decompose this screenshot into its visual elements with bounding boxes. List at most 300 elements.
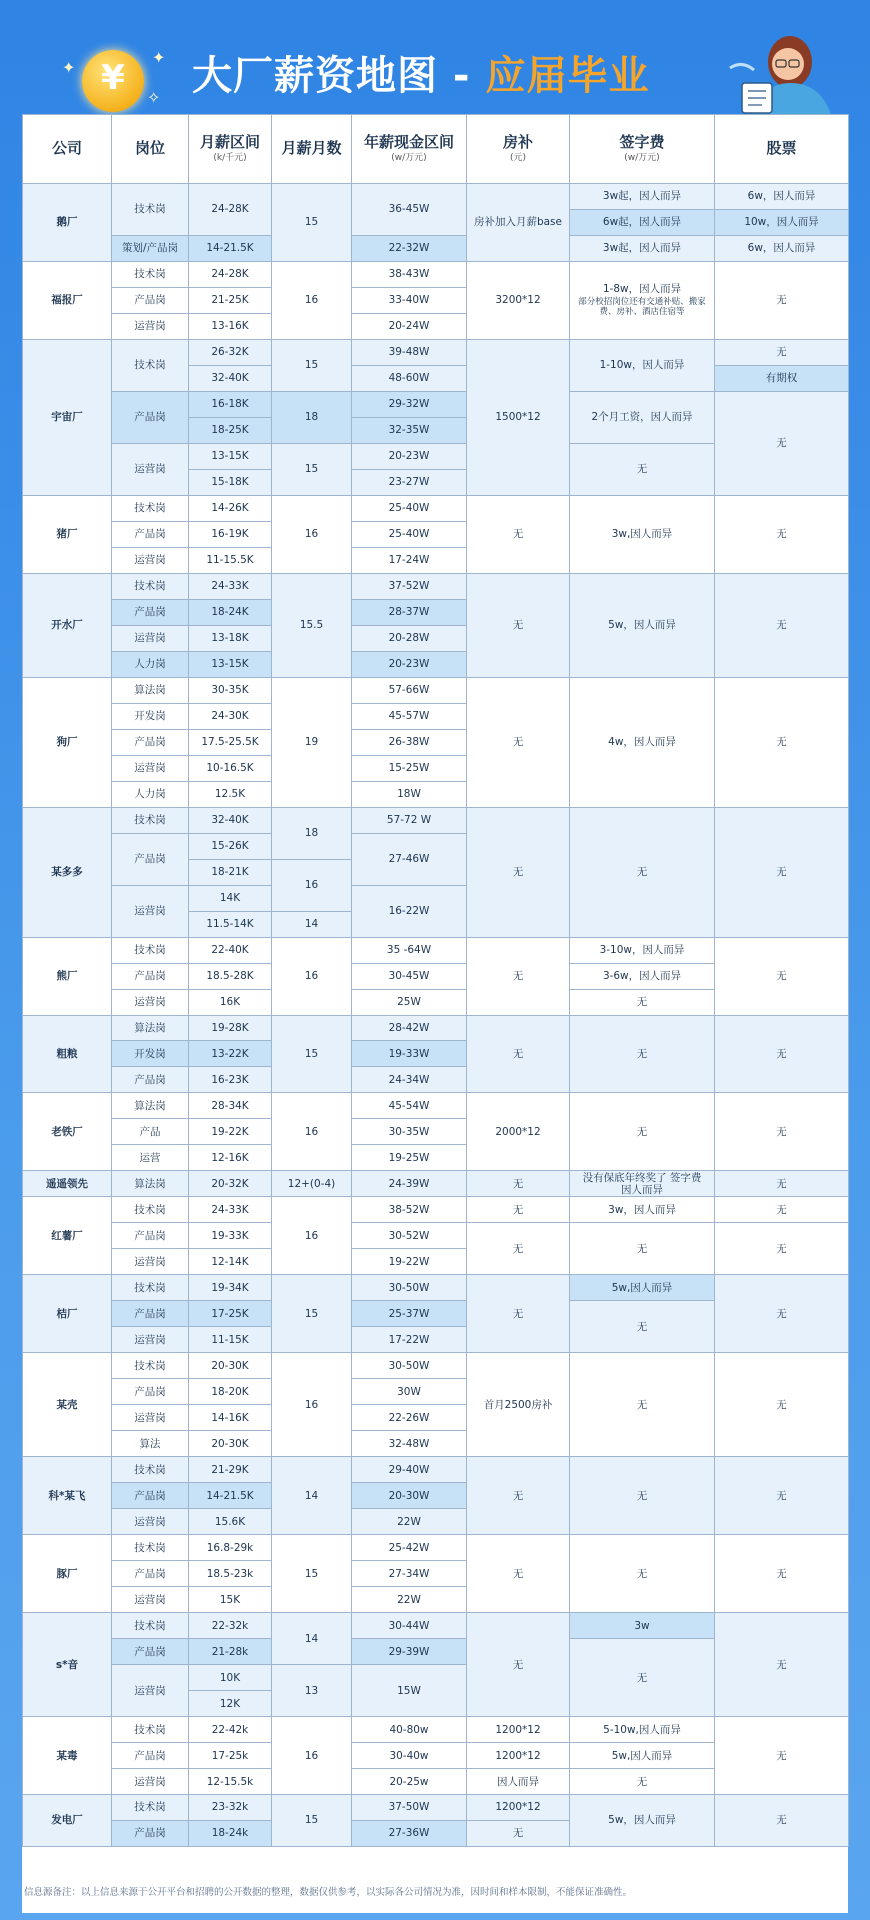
column-header: 公司: [23, 115, 112, 184]
housing-cell: 首月2500房补: [467, 1353, 570, 1457]
stock-cell: 无: [715, 1171, 849, 1197]
annual-cell: 32-35W: [352, 417, 467, 443]
annual-cell: 22-32W: [352, 235, 467, 261]
months-cell: 16: [272, 495, 352, 573]
salary-table: [22, 114, 849, 1847]
position-cell: 运营岗: [112, 547, 189, 573]
table-row: [23, 261, 849, 287]
signing-cell: 5w，因人而异: [570, 573, 715, 677]
months-cell: 15.5: [272, 573, 352, 677]
table-header-row: [23, 115, 849, 184]
signing-cell: 无: [570, 1301, 715, 1353]
monthly-cell: 30-35K: [189, 677, 272, 703]
position-cell: 技术岗: [112, 495, 189, 521]
stock-cell: 无: [715, 1353, 849, 1457]
annual-cell: 28-37W: [352, 599, 467, 625]
monthly-cell: 15-26K: [189, 833, 272, 859]
annual-cell: 38-43W: [352, 261, 467, 287]
monthly-cell: 21-28k: [189, 1639, 272, 1665]
stock-cell: 无: [715, 339, 849, 365]
position-cell: 产品岗: [112, 599, 189, 625]
monthly-cell: 14-16K: [189, 1405, 272, 1431]
salary-table-container: [22, 114, 848, 1913]
signing-cell: 无: [570, 1639, 715, 1717]
monthly-cell: 24-30K: [189, 703, 272, 729]
annual-cell: 38-52W: [352, 1197, 467, 1223]
monthly-cell: 15K: [189, 1587, 272, 1613]
annual-cell: 25-40W: [352, 495, 467, 521]
position-cell: 产品岗: [112, 1223, 189, 1249]
monthly-cell: 21-29K: [189, 1457, 272, 1483]
monthly-cell: 32-40K: [189, 807, 272, 833]
position-cell: 运营岗: [112, 755, 189, 781]
annual-cell: 15W: [352, 1665, 467, 1717]
signing-cell: 3w,因人而异: [570, 495, 715, 573]
signing-cell: 无: [570, 1015, 715, 1093]
monthly-cell: 18.5-28K: [189, 963, 272, 989]
monthly-cell: 24-33K: [189, 573, 272, 599]
table-row: [23, 1717, 849, 1743]
sparkle-icon: ✦: [152, 48, 166, 67]
position-cell: 产品岗: [112, 729, 189, 755]
annual-cell: 57-72 W: [352, 807, 467, 833]
table-row: [23, 339, 849, 365]
position-cell: 运营岗: [112, 885, 189, 937]
column-header: 年薪现金区间 (w/万元): [352, 115, 467, 184]
housing-cell: 1200*12: [467, 1717, 570, 1743]
monthly-cell: 10-16.5K: [189, 755, 272, 781]
annual-cell: 37-52W: [352, 573, 467, 599]
annual-cell: 57-66W: [352, 677, 467, 703]
annual-cell: 22W: [352, 1509, 467, 1535]
annual-cell: 20-28W: [352, 625, 467, 651]
months-cell: 16: [272, 859, 352, 911]
coin-symbol: ¥: [101, 58, 125, 98]
monthly-cell: 10K: [189, 1665, 272, 1691]
months-cell: 19: [272, 677, 352, 807]
months-cell: 16: [272, 1197, 352, 1275]
position-cell: 技术岗: [112, 937, 189, 963]
position-cell: 运营岗: [112, 1509, 189, 1535]
monthly-cell: 16-18K: [189, 391, 272, 417]
monthly-cell: 11-15K: [189, 1327, 272, 1353]
company-cell: 某多多: [23, 807, 112, 937]
monthly-cell: 12-15.5k: [189, 1769, 272, 1795]
months-cell: 18: [272, 391, 352, 443]
position-cell: 产品岗: [112, 1561, 189, 1587]
signing-cell: 无: [570, 443, 715, 495]
months-cell: 15: [272, 1795, 352, 1847]
column-header: 股票: [715, 115, 849, 184]
annual-cell: 29-40W: [352, 1457, 467, 1483]
stock-cell: 无: [715, 1457, 849, 1535]
housing-cell: 因人而异: [467, 1769, 570, 1795]
signing-cell: 3w: [570, 1613, 715, 1639]
housing-cell: 1500*12: [467, 339, 570, 495]
position-cell: 开发岗: [112, 1041, 189, 1067]
company-cell: 遥遥领先: [23, 1171, 112, 1197]
housing-cell: 无: [467, 1821, 570, 1847]
position-cell: 运营: [112, 1145, 189, 1171]
stock-cell: 无: [715, 261, 849, 339]
months-cell: 13: [272, 1665, 352, 1717]
table-row: [23, 495, 849, 521]
position-cell: 技术岗: [112, 1613, 189, 1639]
company-cell: 宇宙厂: [23, 339, 112, 495]
annual-cell: 30W: [352, 1379, 467, 1405]
housing-cell: 2000*12: [467, 1093, 570, 1171]
annual-cell: 24-39W: [352, 1171, 467, 1197]
signing-cell: 3w起，因人而异: [570, 184, 715, 210]
months-cell: 16: [272, 937, 352, 1015]
table-row: [23, 1275, 849, 1301]
stock-cell: 无: [715, 573, 849, 677]
position-cell: 技术岗: [112, 184, 189, 236]
monthly-cell: 13-15K: [189, 443, 272, 469]
annual-cell: 25-37W: [352, 1301, 467, 1327]
months-cell: 14: [272, 1457, 352, 1535]
annual-cell: 30-44W: [352, 1613, 467, 1639]
monthly-cell: 14-26K: [189, 495, 272, 521]
position-cell: 技术岗: [112, 1197, 189, 1223]
housing-cell: 无: [467, 573, 570, 677]
monthly-cell: 13-15K: [189, 651, 272, 677]
housing-cell: 3200*12: [467, 261, 570, 339]
monthly-cell: 19-28K: [189, 1015, 272, 1041]
monthly-cell: 12-16K: [189, 1145, 272, 1171]
stock-cell: 无: [715, 1015, 849, 1093]
column-header: 月薪区间 (k/千元): [189, 115, 272, 184]
monthly-cell: 26-32K: [189, 339, 272, 365]
stock-cell: 无: [715, 495, 849, 573]
monthly-cell: 12K: [189, 1691, 272, 1717]
woman-illustration-icon: [722, 28, 842, 118]
annual-cell: 30-40w: [352, 1743, 467, 1769]
stock-cell: 6w，因人而异: [715, 235, 849, 261]
stock-cell: 无: [715, 391, 849, 495]
signing-cell: 无: [570, 1353, 715, 1457]
table-row: [23, 807, 849, 833]
position-cell: 运营岗: [112, 989, 189, 1015]
signing-cell: 4w，因人而异: [570, 677, 715, 807]
housing-cell: 房补加入月薪base: [467, 184, 570, 262]
annual-cell: 33-40W: [352, 287, 467, 313]
monthly-cell: 18-24k: [189, 1821, 272, 1847]
months-cell: 15: [272, 1275, 352, 1353]
signing-cell: 5w,因人而异: [570, 1275, 715, 1301]
annual-cell: 29-32W: [352, 391, 467, 417]
monthly-cell: 12-14K: [189, 1249, 272, 1275]
annual-cell: 22W: [352, 1587, 467, 1613]
signing-cell: 无: [570, 1769, 715, 1795]
table-row: [23, 1457, 849, 1483]
signing-cell: 3w起，因人而异: [570, 235, 715, 261]
annual-cell: 39-48W: [352, 339, 467, 365]
months-cell: 12+(0-4): [272, 1171, 352, 1197]
monthly-cell: 19-34K: [189, 1275, 272, 1301]
signing-cell: 6w起，因人而异: [570, 209, 715, 235]
signing-cell: 5w，因人而异: [570, 1795, 715, 1847]
table-row: [23, 1353, 849, 1379]
annual-cell: 45-54W: [352, 1093, 467, 1119]
months-cell: 16: [272, 1093, 352, 1171]
position-cell: 人力岗: [112, 651, 189, 677]
signing-cell: 3w，因人而异: [570, 1197, 715, 1223]
stock-cell: 无: [715, 1093, 849, 1171]
table-row: [23, 1535, 849, 1561]
page-title: [192, 44, 649, 101]
stock-cell: 无: [715, 1223, 849, 1275]
annual-cell: 19-25W: [352, 1145, 467, 1171]
annual-cell: 30-52W: [352, 1223, 467, 1249]
signing-cell: 1-10w，因人而异: [570, 339, 715, 391]
table-row: [23, 1613, 849, 1639]
annual-cell: 27-36W: [352, 1821, 467, 1847]
stock-cell: 无: [715, 807, 849, 937]
housing-cell: 无: [467, 1457, 570, 1535]
annual-cell: 20-23W: [352, 651, 467, 677]
annual-cell: 37-50W: [352, 1795, 467, 1821]
signing-cell: 无: [570, 1093, 715, 1171]
position-cell: 产品岗: [112, 1483, 189, 1509]
annual-cell: 26-38W: [352, 729, 467, 755]
yuan-coin-icon: [82, 50, 144, 112]
monthly-cell: 16K: [189, 989, 272, 1015]
monthly-cell: 12.5K: [189, 781, 272, 807]
monthly-cell: 22-32k: [189, 1613, 272, 1639]
housing-cell: 无: [467, 1015, 570, 1093]
signing-cell: 5w,因人而异: [570, 1743, 715, 1769]
monthly-cell: 24-28K: [189, 184, 272, 236]
sparkle-icon: ✦: [62, 58, 76, 77]
position-cell: 产品岗: [112, 521, 189, 547]
annual-cell: 30-45W: [352, 963, 467, 989]
annual-cell: 16-22W: [352, 885, 467, 937]
table-row: [23, 1223, 849, 1249]
housing-cell: 无: [467, 1171, 570, 1197]
title-main: 大厂薪资地图 -: [192, 53, 486, 99]
title-highlight: 应届毕业: [485, 53, 650, 99]
months-cell: 15: [272, 443, 352, 495]
months-cell: 15: [272, 184, 352, 262]
housing-cell: 无: [467, 1223, 570, 1275]
position-cell: 运营岗: [112, 1769, 189, 1795]
position-cell: 算法: [112, 1431, 189, 1457]
position-cell: 技术岗: [112, 261, 189, 287]
company-cell: 福报厂: [23, 261, 112, 339]
company-cell: 开水厂: [23, 573, 112, 677]
position-cell: 产品: [112, 1119, 189, 1145]
company-cell: 科*某飞: [23, 1457, 112, 1535]
months-cell: 18: [272, 807, 352, 859]
signing-cell: 无: [570, 1535, 715, 1613]
annual-cell: 28-42W: [352, 1015, 467, 1041]
annual-cell: 20-24W: [352, 313, 467, 339]
months-cell: 15: [272, 339, 352, 391]
signing-cell: 无: [570, 1457, 715, 1535]
monthly-cell: 24-33K: [189, 1197, 272, 1223]
company-cell: s*音: [23, 1613, 112, 1717]
months-cell: 14: [272, 911, 352, 937]
months-cell: 14: [272, 1613, 352, 1665]
position-cell: 技术岗: [112, 1535, 189, 1561]
position-cell: 人力岗: [112, 781, 189, 807]
signing-cell: 无: [570, 989, 715, 1015]
position-cell: 运营岗: [112, 1405, 189, 1431]
position-cell: 产品岗: [112, 1743, 189, 1769]
position-cell: 运营岗: [112, 1249, 189, 1275]
monthly-cell: 16.8-29k: [189, 1535, 272, 1561]
annual-cell: 36-45W: [352, 184, 467, 236]
annual-cell: 35 -64W: [352, 937, 467, 963]
stock-cell: 无: [715, 677, 849, 807]
table-row: [23, 235, 849, 261]
company-cell: 某壳: [23, 1353, 112, 1457]
annual-cell: 19-33W: [352, 1041, 467, 1067]
company-cell: 狗厂: [23, 677, 112, 807]
position-cell: 技术岗: [112, 339, 189, 391]
annual-cell: 19-22W: [352, 1249, 467, 1275]
position-cell: 技术岗: [112, 1457, 189, 1483]
position-cell: 算法岗: [112, 677, 189, 703]
company-cell: 粗粮: [23, 1015, 112, 1093]
table-row: [23, 1171, 849, 1197]
table-row: [23, 573, 849, 599]
company-cell: 鹅厂: [23, 184, 112, 262]
company-cell: 某毒: [23, 1717, 112, 1795]
column-header: 房补 (元): [467, 115, 570, 184]
company-cell: 红薯厂: [23, 1197, 112, 1275]
header-banner: [22, 28, 848, 114]
position-cell: 运营岗: [112, 313, 189, 339]
column-header: 月薪月数: [272, 115, 352, 184]
monthly-cell: 18-24K: [189, 599, 272, 625]
table-row: [23, 1795, 849, 1821]
annual-cell: 15-25W: [352, 755, 467, 781]
position-cell: 运营岗: [112, 1587, 189, 1613]
monthly-cell: 20-32K: [189, 1171, 272, 1197]
position-cell: 产品岗: [112, 963, 189, 989]
position-cell: 产品岗: [112, 1301, 189, 1327]
monthly-cell: 14-21.5K: [189, 235, 272, 261]
monthly-cell: 32-40K: [189, 365, 272, 391]
housing-cell: 无: [467, 807, 570, 937]
table-row: [23, 1015, 849, 1041]
monthly-cell: 19-22K: [189, 1119, 272, 1145]
annual-cell: 32-48W: [352, 1431, 467, 1457]
stock-cell: 无: [715, 1613, 849, 1717]
monthly-cell: 18.5-23k: [189, 1561, 272, 1587]
position-cell: 技术岗: [112, 1275, 189, 1301]
signing-cell: 2个月工资，因人而异: [570, 391, 715, 443]
stock-cell: 无: [715, 1795, 849, 1847]
position-cell: 技术岗: [112, 1717, 189, 1743]
position-cell: 产品岗: [112, 391, 189, 443]
monthly-cell: 22-40K: [189, 937, 272, 963]
annual-cell: 18W: [352, 781, 467, 807]
housing-cell: 无: [467, 1197, 570, 1223]
housing-cell: 无: [467, 495, 570, 573]
position-cell: 产品岗: [112, 1067, 189, 1093]
monthly-cell: 19-33K: [189, 1223, 272, 1249]
stock-cell: 6w，因人而异: [715, 184, 849, 210]
monthly-cell: 17.5-25.5K: [189, 729, 272, 755]
monthly-cell: 24-28K: [189, 261, 272, 287]
monthly-cell: 17-25k: [189, 1743, 272, 1769]
monthly-cell: 28-34K: [189, 1093, 272, 1119]
company-cell: 老铁厂: [23, 1093, 112, 1171]
housing-cell: 无: [467, 1275, 570, 1353]
housing-cell: 1200*12: [467, 1795, 570, 1821]
annual-cell: 17-22W: [352, 1327, 467, 1353]
signing-cell: 无: [570, 1223, 715, 1275]
annual-cell: 25W: [352, 989, 467, 1015]
monthly-cell: 11-15.5K: [189, 547, 272, 573]
monthly-cell: 14K: [189, 885, 272, 911]
annual-cell: 17-24W: [352, 547, 467, 573]
housing-cell: 无: [467, 1613, 570, 1717]
table-row: [23, 677, 849, 703]
monthly-cell: 16-19K: [189, 521, 272, 547]
months-cell: 16: [272, 1717, 352, 1795]
monthly-cell: 13-16K: [189, 313, 272, 339]
table-row: [23, 391, 849, 417]
annual-cell: 30-35W: [352, 1119, 467, 1145]
stock-cell: 无: [715, 1197, 849, 1223]
position-cell: 运营岗: [112, 443, 189, 495]
company-cell: 熊厂: [23, 937, 112, 1015]
signing-cell: 3-6w，因人而异: [570, 963, 715, 989]
monthly-cell: 13-18K: [189, 625, 272, 651]
annual-cell: 25-42W: [352, 1535, 467, 1561]
stock-cell: 有期权: [715, 365, 849, 391]
position-cell: 技术岗: [112, 573, 189, 599]
position-cell: 算法岗: [112, 1093, 189, 1119]
housing-cell: 无: [467, 677, 570, 807]
source-footnote: 信息源备注：以上信息来源于公开平台和招聘的公开数据的整理，数据仅供参考，以实际各公司情况为准，因时间和样本限制，不能保证准确性。: [24, 1887, 633, 1898]
stock-cell: 无: [715, 1717, 849, 1795]
annual-cell: 29-39W: [352, 1639, 467, 1665]
annual-cell: 20-23W: [352, 443, 467, 469]
monthly-cell: 18-25K: [189, 417, 272, 443]
table-row: [23, 1197, 849, 1223]
annual-cell: 20-25w: [352, 1769, 467, 1795]
monthly-cell: 16-23K: [189, 1067, 272, 1093]
position-cell: 产品岗: [112, 1639, 189, 1665]
position-cell: 运营岗: [112, 1327, 189, 1353]
housing-cell: 无: [467, 1535, 570, 1613]
column-header: 签字费 (w/万元): [570, 115, 715, 184]
months-cell: 15: [272, 1015, 352, 1093]
monthly-cell: 14-21.5K: [189, 1483, 272, 1509]
annual-cell: 24-34W: [352, 1067, 467, 1093]
monthly-cell: 18-20K: [189, 1379, 272, 1405]
stock-cell: 无: [715, 1275, 849, 1353]
position-cell: 算法岗: [112, 1015, 189, 1041]
position-cell: 运营岗: [112, 625, 189, 651]
monthly-cell: 18-21K: [189, 859, 272, 885]
table-row: [23, 937, 849, 963]
housing-cell: 1200*12: [467, 1743, 570, 1769]
months-cell: 15: [272, 1535, 352, 1613]
stock-cell: 10w，因人而异: [715, 209, 849, 235]
position-cell: 算法岗: [112, 1171, 189, 1197]
position-cell: 产品岗: [112, 833, 189, 885]
months-cell: 16: [272, 261, 352, 339]
monthly-cell: 11.5-14K: [189, 911, 272, 937]
position-cell: 产品岗: [112, 1821, 189, 1847]
monthly-cell: 13-22K: [189, 1041, 272, 1067]
